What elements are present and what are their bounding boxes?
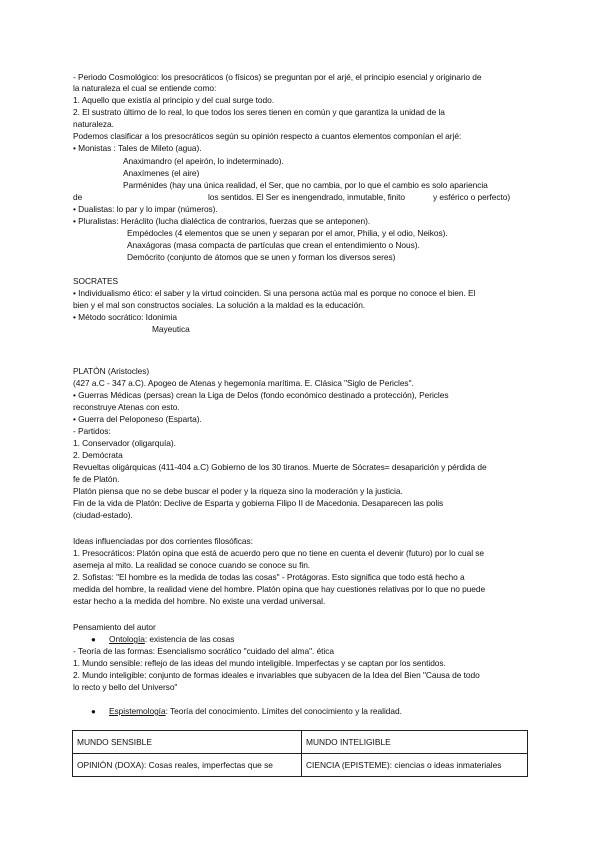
text-line: la naturaleza el cual se entiende como: (73, 83, 217, 93)
text-line: • Método socrático: Idonimia (73, 312, 177, 322)
text-line: naturaleza. (73, 119, 114, 129)
text-line: - Periodo Cosmológico: los presocráticos (o físicos) se preguntan por el arjé, el principio esencial y originario de (73, 72, 482, 82)
epistemologia-text: : Teoría del conocimiento. Límites del conocimiento y la realidad. (165, 706, 402, 716)
text-line: asemeja al mito. La realidad se conoce cuando se conoce su fin. (73, 560, 311, 570)
section-heading: Pensamiento del autor (73, 622, 156, 632)
table-header-row (73, 731, 528, 754)
text-line: • Individualismo ético: el saber y la virtud coinciden. Si una persona actúa mal es porque no conoce el bien. El (73, 288, 476, 298)
text-line: • Guerra del Peloponeso (Esparta). (73, 414, 202, 424)
text-line: (427 a.C - 347 a.C). Apogeo de Atenas y hegemonía marítima. E. Clásica "Siglo de Pericles". (73, 378, 414, 388)
text-line: 1. Aquello que existía al principio y del cual surge todo. (73, 95, 275, 105)
text-line: medida del hombre, la realidad viene del hombre. Platón opina que hay cuestiones relativas por lo que no puede (73, 584, 486, 594)
text-line: y esférico o perfecto) (433, 192, 511, 202)
table-row (73, 754, 528, 777)
mundos-table (72, 730, 528, 777)
text-line: 2. Sofistas: "El hombre es la medida de todas las cosas" - Protágoras. Esto significa que todo está hecho a (73, 572, 465, 582)
text-line: 1. Conservador (oligarquía). (73, 438, 176, 448)
text-line: - Teoría de las formas: Esencialismo socrático "cuidado del alma". ética (73, 646, 335, 656)
text-line: Platón piensa que no se debe buscar el poder y la riqueza sino la moderación y la justicia. (73, 486, 403, 496)
text-line: bien y el mal son constructos sociales. La solución a la maldad es la educación. (73, 300, 366, 310)
epistemologia-line (109, 706, 402, 717)
text-line: Fin de la vida de Platón: Declive de Esparta y gobierna Filipo II de Macedonia. Desaparecen las polis (73, 498, 444, 508)
table-header-cell: MUNDO SENSIBLE (73, 731, 302, 754)
text-line: 1. Mundo sensible: reflejo de las ideas del mundo inteligible. Imperfectas y se captan por los sentidos. (73, 658, 446, 668)
text-line: 1. Presocráticos: Platón opina que está de acuerdo pero que no tiene en cuenta el devenir (futuro) por lo cual se (73, 548, 485, 558)
text-line: estar hecho a la medida del hombre. No existe una verdad universal. (73, 596, 326, 606)
table-cell: CIENCIA (EPISTEME): ciencias o ideas inmateriales (302, 754, 528, 777)
text-line: • Dualistas: lo par y lo impar (números). (73, 204, 218, 214)
text-line: 2. Demócrata (73, 450, 123, 460)
ontologia-term: Ontología (109, 634, 145, 644)
text-line: reconstruye Atenas con esto. (73, 402, 180, 412)
text-line: • Pluralistas: Heráclito (lucha dialéctica de contrarios, fuerzas que se anteponen). (73, 216, 371, 226)
text-line: lo recto y bello del Universo" (73, 682, 178, 692)
text-line: los sentidos. El Ser es inengendrado, inmutable, finito (208, 192, 405, 202)
text-line: 2. Mundo inteligible: conjunto de formas ideales e invariables que subyacen de la Idea del Bien "Causa de todo (73, 670, 480, 680)
section-heading: SOCRATES (73, 276, 119, 286)
text-line: Anaximandro (el apeirón, lo indeterminado). (123, 156, 284, 166)
text-line: de (73, 192, 83, 202)
text-line: Anaxágoras (masa compacta de partículas que crean el entendimiento o Nous). (127, 240, 420, 250)
bullet-icon: ● (91, 707, 96, 716)
table-header-cell: MUNDO INTELIGIBLE (302, 731, 528, 754)
text-line: - Partidos: (73, 426, 111, 436)
text-line: Anaxímenes (el aire) (123, 168, 200, 178)
bullet-icon: ● (91, 635, 96, 644)
text-line: Revueltas oligárquicas (411-404 a.C) Gobierno de los 30 tiranos. Muerte de Sócrates= desaparición y pérdida de (73, 462, 487, 472)
text-line: Podemos clasificar a los presocráticos según su opinión respecto a cuantos elementos componían el arjé: (73, 131, 462, 141)
text-line: 2. El sustrato último de lo real, lo que todos los seres tienen en común y que garantiza la unidad de la (73, 107, 445, 117)
text-line: • Monistas : Tales de Mileto (agua). (73, 143, 202, 153)
section-heading: PLATÓN (Aristocles) (73, 366, 150, 376)
text-line: Mayeutica (152, 324, 190, 334)
text-line: • Guerras Médicas (persas) crean la Liga de Delos (fondo económico destinado a protección), Pericles (73, 390, 449, 400)
text-line: Parménides (hay una única realidad, el Ser, que no cambia, por lo que el cambio es solo apariencia (123, 180, 488, 190)
epistemologia-term: Espistemología (109, 706, 166, 716)
ontologia-text: : existencia de las cosas (144, 634, 235, 644)
table-cell: OPINIÓN (DOXA): Cosas reales, imperfectas que se (73, 754, 302, 777)
text-line: Demócrito (conjunto de átomos que se unen y forman los diversos seres) (127, 252, 396, 262)
text-line: fe de Platón. (73, 474, 120, 484)
text-line: Empédocles (4 elementos que se unen y separan por el amor, Philia, y el odio, Neikos). (127, 228, 448, 238)
text-line: (ciudad-estado). (73, 510, 133, 520)
text-line: Ideas influenciadas por dos corrientes filosóficas: (73, 536, 253, 546)
ontologia-line (109, 634, 234, 645)
